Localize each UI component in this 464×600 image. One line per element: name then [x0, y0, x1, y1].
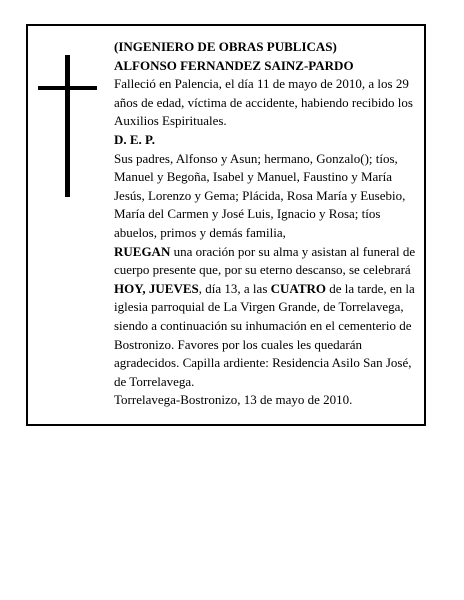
cross-icon-crossbar — [38, 86, 97, 90]
request-text-1: una oración por su alma y asistan al funeral de cuerpo presente que, por su eterno descanso, se celebrará — [114, 243, 416, 278]
day-word: HOY, JUEVES — [114, 280, 199, 296]
request-text-3: de la tarde, en la iglesia parroquial de La Virgen Grande, de Torrelavega, siendo a continuación su inhumación en el cementerio de Bostronizo. Favores por los cuales les quedarán agradecidos. Capilla ardiente: Residencia Asilo San José, de Torrelavega. — [114, 280, 415, 389]
hour-word: CUATRO — [270, 280, 326, 296]
funeral-request — [114, 243, 419, 392]
request-text-2: , día 13, a las — [198, 280, 271, 296]
death-details: Falleció en Palencia, el día 11 de mayo de 2010, a los 29 años de edad, víctima de accidente, habiendo recibido los Auxilios Espirituales. — [114, 76, 413, 129]
obituary-text-block — [114, 38, 419, 410]
place-date-line: Torrelavega-Bostronizo, 13 de mayo de 2010. — [114, 392, 353, 408]
request-word: RUEGAN — [114, 243, 171, 259]
dep-line: D. E. P. — [114, 131, 156, 147]
profession-line: (INGENIERO DE OBRAS PUBLICAS) — [114, 39, 337, 54]
cross-icon — [65, 55, 70, 197]
family-list: Sus padres, Alfonso y Asun; hermano, Gonzalo(); tíos, Manuel y Begoña, Isabel y Manuel, Faustino y María Jesús, Lorenzo y Gema; Plácida, Rosa María y Eusebio, María del Carmen y José Luis, Ignacio y Rosa; tíos abuelos, primos y demás familia, — [114, 150, 406, 240]
deceased-name: ALFONSO FERNANDEZ SAINZ-PARDO — [114, 57, 354, 73]
